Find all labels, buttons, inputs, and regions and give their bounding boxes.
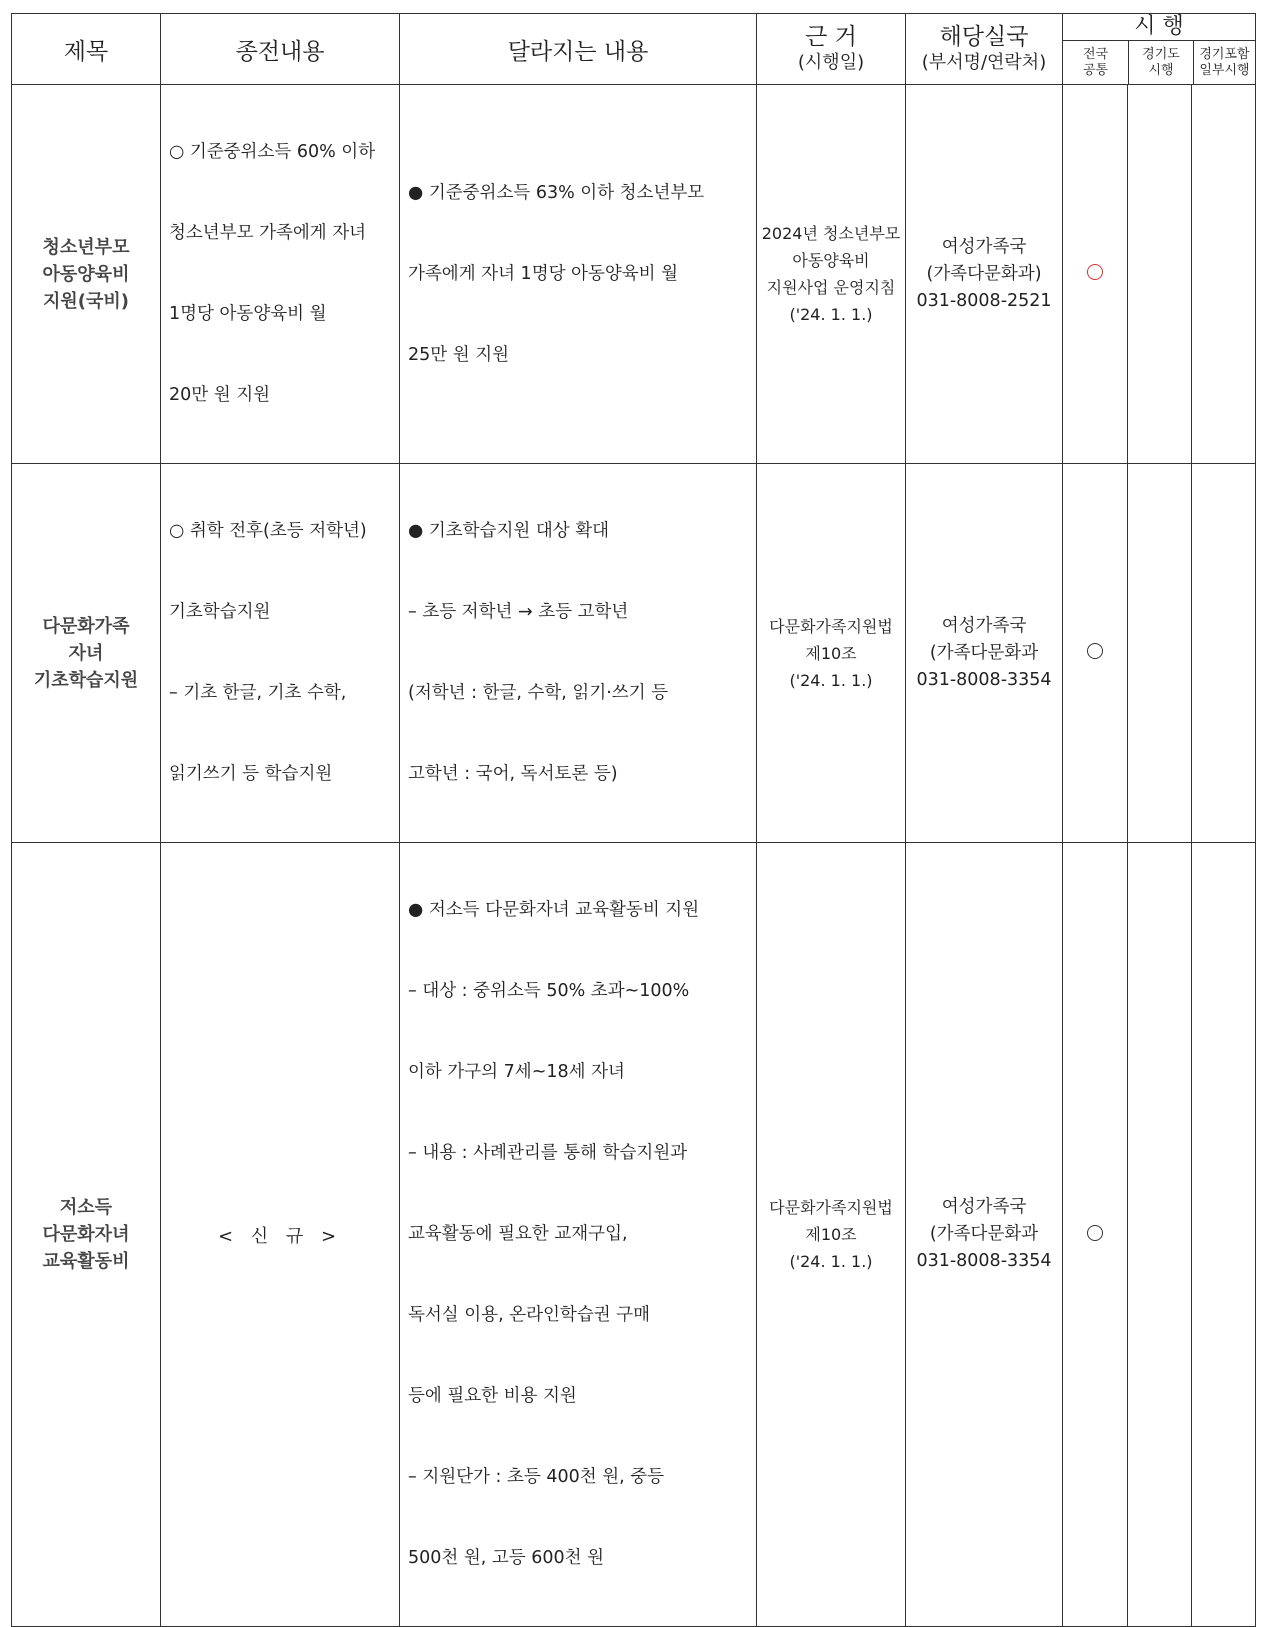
- row-changed: ● 기초학습지원 대상 확대 – 초등 저학년 → 초등 고학년 (저학년 : 한글, 수학, 읽기·쓰기 등 고학년 : 국어, 독서토론 등): [400, 464, 757, 843]
- impl-partial-cell: [1192, 843, 1256, 1627]
- row-previous: ○ 기준중위소득 60% 이하 청소년부모 가족에게 자녀 1명당 아동양육비 월 20만 원 지원: [161, 85, 400, 464]
- row-title: 청소년부모 아동양육비 지원(국비): [12, 85, 161, 464]
- row-previous: ○ 취학 전후(초등 저학년) 기초학습지원 – 기초 한글, 기초 수학, 읽기쓰기 등 학습지원: [161, 464, 400, 843]
- policy-change-table: [11, 13, 1256, 1627]
- row-previous-new: < 신 규 >: [161, 843, 400, 1627]
- header-implementation: 시 행 전국 공통 경기도 시행 경기포함 일부시행: [1063, 14, 1256, 85]
- header-dept: 해당실국 (부서명/연락처): [906, 14, 1063, 85]
- header-row: [12, 14, 1256, 85]
- implemented-circle-icon: [1087, 643, 1103, 659]
- header-title: 제목: [12, 14, 161, 85]
- table-row: [12, 843, 1256, 1627]
- implemented-circle-icon: [1087, 264, 1103, 280]
- impl-national-cell: [1063, 85, 1128, 464]
- row-dept: 여성가족국 (가족다문화과 031-8008-3354: [906, 464, 1063, 843]
- row-changed: ● 기준중위소득 63% 이하 청소년부모 가족에게 자녀 1명당 아동양육비 월 25만 원 지원: [400, 85, 757, 464]
- row-dept: 여성가족국 (가족다문화과 031-8008-3354: [906, 843, 1063, 1627]
- header-previous: 종전내용: [161, 14, 400, 85]
- impl-national-cell: [1063, 843, 1128, 1627]
- impl-gyeonggi-cell: [1128, 843, 1192, 1627]
- impl-gyeonggi-cell: [1128, 464, 1192, 843]
- row-basis: 다문화가족지원법 제10조 ('24. 1. 1.): [757, 843, 906, 1627]
- header-changed: 달라지는 내용: [400, 14, 757, 85]
- impl-partial-cell: [1192, 464, 1256, 843]
- impl-partial-cell: [1192, 85, 1256, 464]
- row-basis: 다문화가족지원법 제10조 ('24. 1. 1.): [757, 464, 906, 843]
- impl-national-cell: [1063, 464, 1128, 843]
- table-row: [12, 464, 1256, 843]
- impl-gyeonggi-cell: [1128, 85, 1192, 464]
- header-partial: 경기포함 일부시행: [1199, 46, 1250, 78]
- row-title: 저소득 다문화자녀 교육활동비: [12, 843, 161, 1627]
- implemented-circle-icon: [1087, 1225, 1103, 1241]
- table-row: [12, 85, 1256, 464]
- header-gyeonggi: 경기도 시행: [1129, 41, 1194, 84]
- row-basis: 2024년 청소년부모 아동양육비 지원사업 운영지침 ('24. 1. 1.): [757, 85, 906, 464]
- header-basis: 근 거 (시행일): [757, 14, 906, 85]
- row-title: 다문화가족 자녀 기초학습지원: [12, 464, 161, 843]
- row-changed: ● 저소득 다문화자녀 교육활동비 지원 – 대상 : 중위소득 50% 초과~100% 이하 가구의 7세~18세 자녀 – 내용 : 사례관리를 통해 학습지원과 교육활동에 필요한 교재구입, 독서실 이용, 온라인학습권 구매 등에 필요한 비용 지원 – 지원단가 : 초등 400천 원, 중등 500천 원, 고등 600천 원: [400, 843, 757, 1627]
- header-national: 전국 공통: [1063, 41, 1129, 84]
- row-dept: 여성가족국 (가족다문화과) 031-8008-2521: [906, 85, 1063, 464]
